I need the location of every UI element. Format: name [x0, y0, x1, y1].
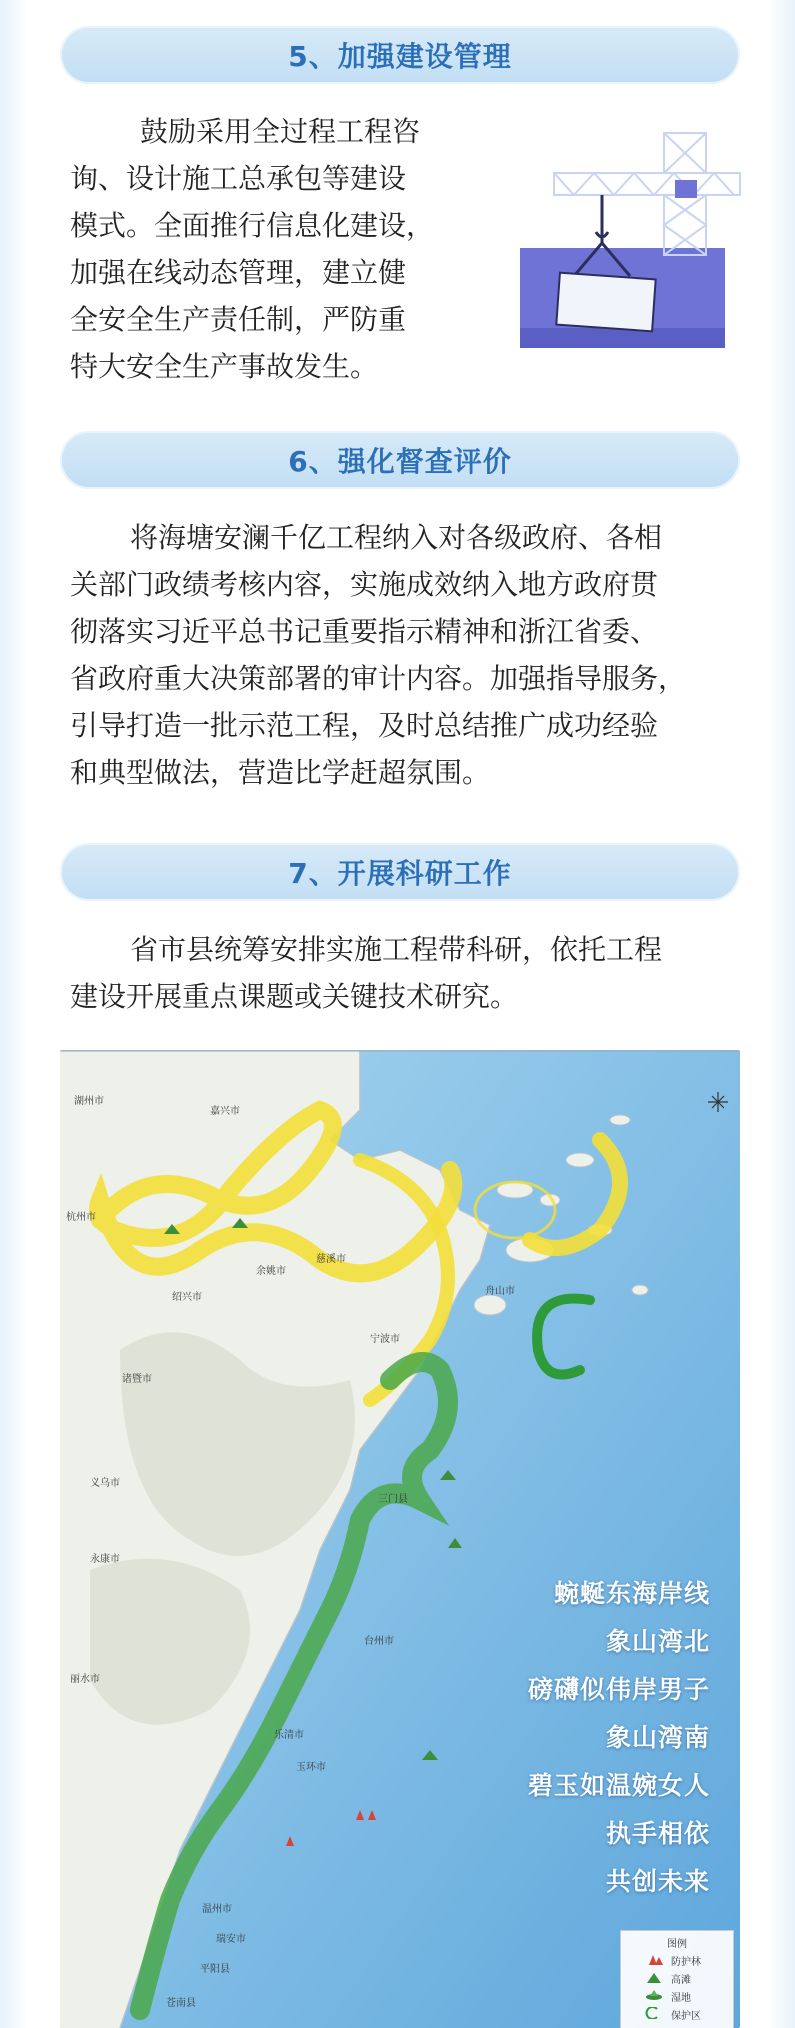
- map-city-label: 乐清市: [274, 1730, 304, 1741]
- map-slogan: 象山湾北: [605, 1627, 710, 1656]
- map-city-label: 嘉兴市: [210, 1106, 240, 1117]
- map-legend: [620, 1930, 734, 2028]
- text-line: 询、设计施工总承包等建设: [70, 162, 407, 195]
- map-city-label: 绍兴市: [172, 1292, 202, 1303]
- map-city-label: 丽水市: [70, 1674, 100, 1685]
- reserve-icon: [645, 2007, 663, 2019]
- text-line: 模式。全面推行信息化建设，: [70, 209, 435, 242]
- text-line: 建设开展重点课题或关键技术研究。: [70, 980, 519, 1013]
- legend-item: 高滩: [671, 1975, 691, 1986]
- text-line: 引导打造一批示范工程，及时总结推广成功经验: [70, 709, 659, 742]
- section5-paragraph: [70, 108, 434, 390]
- section7-heading: [60, 843, 740, 901]
- text-line: 省政府重大决策部署的审计内容。加强指导服务，: [70, 662, 687, 695]
- map-city-label: 苍南县: [166, 1998, 196, 2009]
- section6-paragraph: [70, 514, 732, 796]
- legend-title: 图例: [667, 1939, 687, 1950]
- map-city-label: 台州市: [364, 1636, 394, 1647]
- text-line: 特大安全生产事故发生。: [70, 350, 379, 383]
- map-slogan: 蜿蜒东海岸线: [553, 1579, 710, 1608]
- map-city-label: 玉环市: [296, 1762, 326, 1773]
- text-line: 关部门政绩考核内容，实施成效纳入地方政府贯: [70, 568, 659, 601]
- map-city-label: 温州市: [202, 1904, 232, 1915]
- section5-title: 5、加强建设管理: [288, 40, 512, 73]
- text-line: 鼓励采用全过程工程咨: [140, 115, 421, 148]
- section7-paragraph: [70, 926, 732, 1020]
- text-line: 和典型做法，营造比学赶超氛围。: [70, 756, 491, 789]
- map-city-label: 永康市: [90, 1554, 120, 1565]
- map-city-label: 余姚市: [256, 1266, 286, 1277]
- text-line: 省市县统筹安排实施工程带科研，依托工程: [130, 933, 663, 966]
- map-city-label: 诸暨市: [122, 1374, 152, 1385]
- legend-item: 保护区: [671, 2011, 701, 2022]
- map-city-label: 宁波市: [370, 1334, 400, 1345]
- text-line: 彻落实习近平总书记重要指示精神和浙江省委、: [70, 615, 659, 648]
- crane-illustration: [512, 128, 742, 358]
- map-city-label: 舟山市: [485, 1286, 515, 1297]
- section7-title: 7、开展科研工作: [288, 857, 512, 890]
- shoal-icon: [645, 1971, 663, 1983]
- forest-icon: [645, 1953, 663, 1965]
- map-city-label: 湖州市: [74, 1096, 104, 1107]
- section6-heading: [60, 431, 740, 489]
- map-slogan: 象山湾南: [605, 1723, 710, 1752]
- map-city-label: 慈溪市: [316, 1254, 346, 1265]
- text-line: 加强在线动态管理，建立健: [70, 256, 407, 289]
- section5-heading: [60, 26, 740, 84]
- map-city-label: 瑞安市: [216, 1934, 246, 1945]
- legend-item: 防护林: [671, 1957, 701, 1968]
- map-slogan: 共创未来: [605, 1867, 710, 1896]
- legend-item: 湿地: [671, 1993, 691, 2004]
- coastline-map: [60, 1050, 740, 2028]
- map-city-label: 三门县: [378, 1494, 408, 1505]
- map-city-label: 平阳县: [200, 1964, 230, 1975]
- wetland-icon: [645, 1989, 663, 2001]
- map-city-label: 杭州市: [66, 1212, 96, 1223]
- text-line: 将海塘安澜千亿工程纳入对各级政府、各相: [130, 521, 663, 554]
- section6-title: 6、强化督查评价: [288, 445, 512, 478]
- map-slogan: 磅礴似伟岸男子: [527, 1675, 710, 1704]
- map-slogan: 执手相依: [605, 1819, 710, 1848]
- map-slogan: 碧玉如温婉女人: [527, 1771, 710, 1800]
- map-city-label: 义乌市: [90, 1478, 120, 1489]
- text-line: 全安全生产责任制，严防重: [70, 303, 407, 336]
